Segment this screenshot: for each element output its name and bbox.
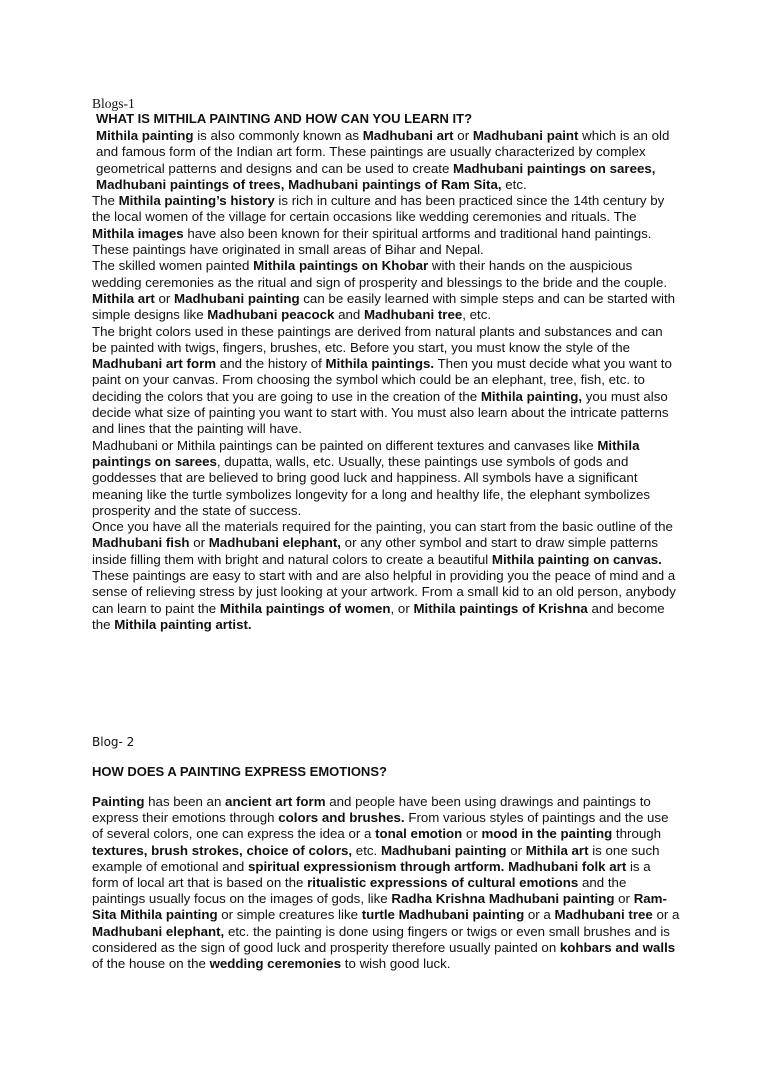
bold-phrase: Mithila paintings of women: [219, 600, 391, 616]
blog-2-heading: HOW DOES A PAINTING EXPRESS EMOTIONS?: [92, 764, 387, 779]
blog-1-paragraph: [92, 193, 680, 258]
text-run: is also commonly known as: [193, 128, 363, 143]
blog-1-heading: WHAT IS MITHILA PAINTING AND HOW CAN YOU LEARN IT?: [96, 111, 473, 126]
bold-phrase: Madhubani fish: [92, 535, 190, 551]
text-run: you must also decide what size of painting you want to start with. You must also learn about the intricate patterns and lines that the painting will have.: [92, 388, 669, 437]
blog-1-paragraph: [92, 519, 680, 568]
blog-1-paragraph: [92, 438, 680, 519]
bold-phrase: Mithila painting on canvas.: [491, 551, 662, 567]
bold-phrase: textures, brush strokes, choice of colors,: [92, 842, 353, 858]
blog-1-paragraph: [92, 291, 680, 324]
text-run: The: [92, 193, 119, 209]
text-run: can be easily learned with simple steps and can be started with simple designs like: [92, 290, 676, 323]
text-run: with their hands on the auspicious wedding ceremonies as the ritual and sign of prosperity and blessings to the bride and the couple.: [92, 258, 668, 290]
text-run: is a form of local art that is based on the: [92, 858, 651, 891]
bold-phrase: Madhubani painting: [380, 842, 507, 858]
blog-2-section: [92, 735, 680, 972]
blog-1-paragraph: [92, 324, 680, 438]
bold-phrase: tonal emotion: [375, 826, 463, 842]
blog-1-paragraph: [92, 568, 680, 633]
text-run: of the house on the: [92, 956, 210, 972]
bold-phrase: Madhubani tree: [554, 907, 653, 923]
text-run: , or: [390, 600, 414, 616]
text-run: through: [612, 826, 662, 842]
text-run: or: [453, 128, 473, 143]
bold-phrase: Mithila paintings on Khobar: [253, 258, 429, 274]
blog-2-label: Blog- 2: [92, 735, 135, 749]
bold-phrase: Mithila painting: [96, 128, 194, 143]
text-run: and the paintings usually focus on the images of gods, like: [92, 875, 627, 907]
bold-phrase: Madhubani art form: [92, 356, 217, 372]
bold-phrase: Mithila paintings on sarees: [92, 437, 640, 469]
bold-phrase: Radha Krishna Madhubani painting: [391, 891, 615, 907]
text-run: or: [189, 535, 209, 551]
text-run: or any other symbol and start to draw simple patterns inside filling them with bright and natural colors to create a beautiful: [92, 535, 659, 567]
bold-phrase: Mithila painting artist.: [114, 616, 252, 632]
text-run: is one such example of emotional and: [92, 842, 660, 874]
text-run: or: [614, 891, 634, 907]
blog-1-paragraph: [92, 258, 680, 291]
text-run: or: [506, 842, 526, 858]
bold-phrase: Mithila paintings of Krishna: [413, 600, 588, 616]
text-run: Once you have all the materials required for the painting, you can start from the basic outline of the: [92, 519, 673, 535]
text-run: which is an old and famous form of the Indian art form. These paintings are usually characterized by complex geometrical patterns and designs and can be used to create: [96, 128, 670, 176]
text-run: The skilled women painted: [92, 258, 254, 274]
text-run: etc.: [352, 842, 381, 858]
bold-phrase: Madhubani peacock: [207, 307, 335, 323]
bold-phrase: Madhubani elephant,: [208, 535, 341, 551]
bold-phrase: Madhubani paintings on sarees, Madhubani paintings of trees, Madhubani paintings of Ram Sita,: [96, 160, 656, 192]
blog-1-paragraph: [92, 128, 680, 193]
text-run: etc.: [501, 176, 527, 192]
text-run: From various styles of paintings and the use of several colors, one can express the idea or a: [92, 810, 669, 842]
bold-phrase: Mithila painting,: [480, 388, 583, 404]
bold-phrase: Madhubani elephant,: [92, 923, 225, 939]
blog-2-body: [92, 794, 680, 972]
text-run: , dupatta, walls, etc. Usually, these paintings use symbols of gods and goddesses that are believed to bring good luck and happiness. All symbols have a significant meaning like the turtle symbolizes longevity for a long and healthy life, the elephant symbolizes prosperity and the state of success.: [92, 453, 651, 518]
bold-phrase: Mithila images: [92, 225, 184, 241]
bold-phrase: wedding ceremonies: [209, 956, 342, 972]
text-run: has been an: [144, 794, 226, 809]
bold-phrase: Madhubani tree: [363, 307, 463, 323]
bold-phrase: Mithila painting’s history: [118, 193, 275, 209]
text-run: or: [154, 290, 175, 306]
text-run: or a: [652, 907, 680, 923]
bold-phrase: Mithila art: [92, 290, 155, 306]
text-run: and: [334, 307, 364, 323]
bold-phrase: ancient art form: [225, 794, 326, 809]
bold-phrase: colors and brushes.: [278, 810, 405, 826]
bold-phrase: ritualistic expressions of cultural emotions: [307, 875, 579, 891]
bold-phrase: Madhubani painting: [174, 290, 300, 306]
bold-phrase: Ram-Sita Mithila painting: [92, 891, 667, 923]
text-run: etc. the painting is done using fingers or twigs or even small brushes and is considered as the sign of good luck and prosperity therefore usually painted on: [92, 923, 670, 955]
text-run: Then you must decide what you want to paint on your canvas. From choosing the symbol which could be an elephant, tree, fish, etc. to deciding the colors that you are going to use in the creation of the: [92, 356, 672, 404]
text-run: or simple creatures like: [217, 907, 362, 923]
blog-1-body: [92, 128, 680, 633]
blog-1-section: [92, 97, 680, 633]
bold-phrase: Madhubani folk art: [508, 858, 627, 874]
text-run: have also been known for their spiritual artforms and traditional hand paintings. These paintings have originated in small areas of Bihar and Nepal.: [92, 225, 652, 258]
text-run: Madhubani or Mithila paintings can be painted on different textures and canvases like: [92, 437, 598, 453]
text-run: or a: [524, 907, 555, 923]
bold-phrase: Painting: [92, 794, 145, 809]
text-run: and people have been using drawings and paintings to express their emotions through: [92, 794, 651, 826]
text-run: and the history of: [216, 356, 326, 372]
bold-phrase: kohbars and walls: [559, 939, 676, 955]
bold-phrase: Mithila art: [525, 842, 589, 858]
text-run: , etc.: [462, 307, 492, 323]
text-run: and become the: [92, 600, 665, 632]
text-run: The bright colors used in these paintings are derived from natural plants and substances and can be painted with twigs, fingers, brushes, etc. Before you start, you must know the style of the: [92, 323, 663, 355]
blog-2-paragraph: [92, 794, 680, 972]
bold-phrase: Mithila paintings.: [325, 356, 435, 372]
bold-phrase: Madhubani paint: [472, 128, 579, 143]
bold-phrase: spiritual expressionism through artform.: [247, 858, 505, 874]
text-run: or: [462, 826, 482, 842]
blog-1-label: Blogs-1: [92, 96, 135, 111]
text-run: These paintings are easy to start with and are also helpful in providing you the peace of mind and a sense of relieving stress by just looking at your artwork. From a small kid to an old person, anybody can learn to paint the: [92, 568, 676, 616]
bold-phrase: turtle Madhubani painting: [361, 907, 525, 923]
text-run: to wish good luck.: [341, 956, 451, 972]
bold-phrase: Madhubani art: [362, 128, 454, 143]
bold-phrase: mood in the painting: [481, 826, 613, 842]
text-run: is rich in culture and has been practiced since the 14th century by the local women of the village for certain occasions like wedding ceremonies and rituals. The: [92, 193, 665, 225]
